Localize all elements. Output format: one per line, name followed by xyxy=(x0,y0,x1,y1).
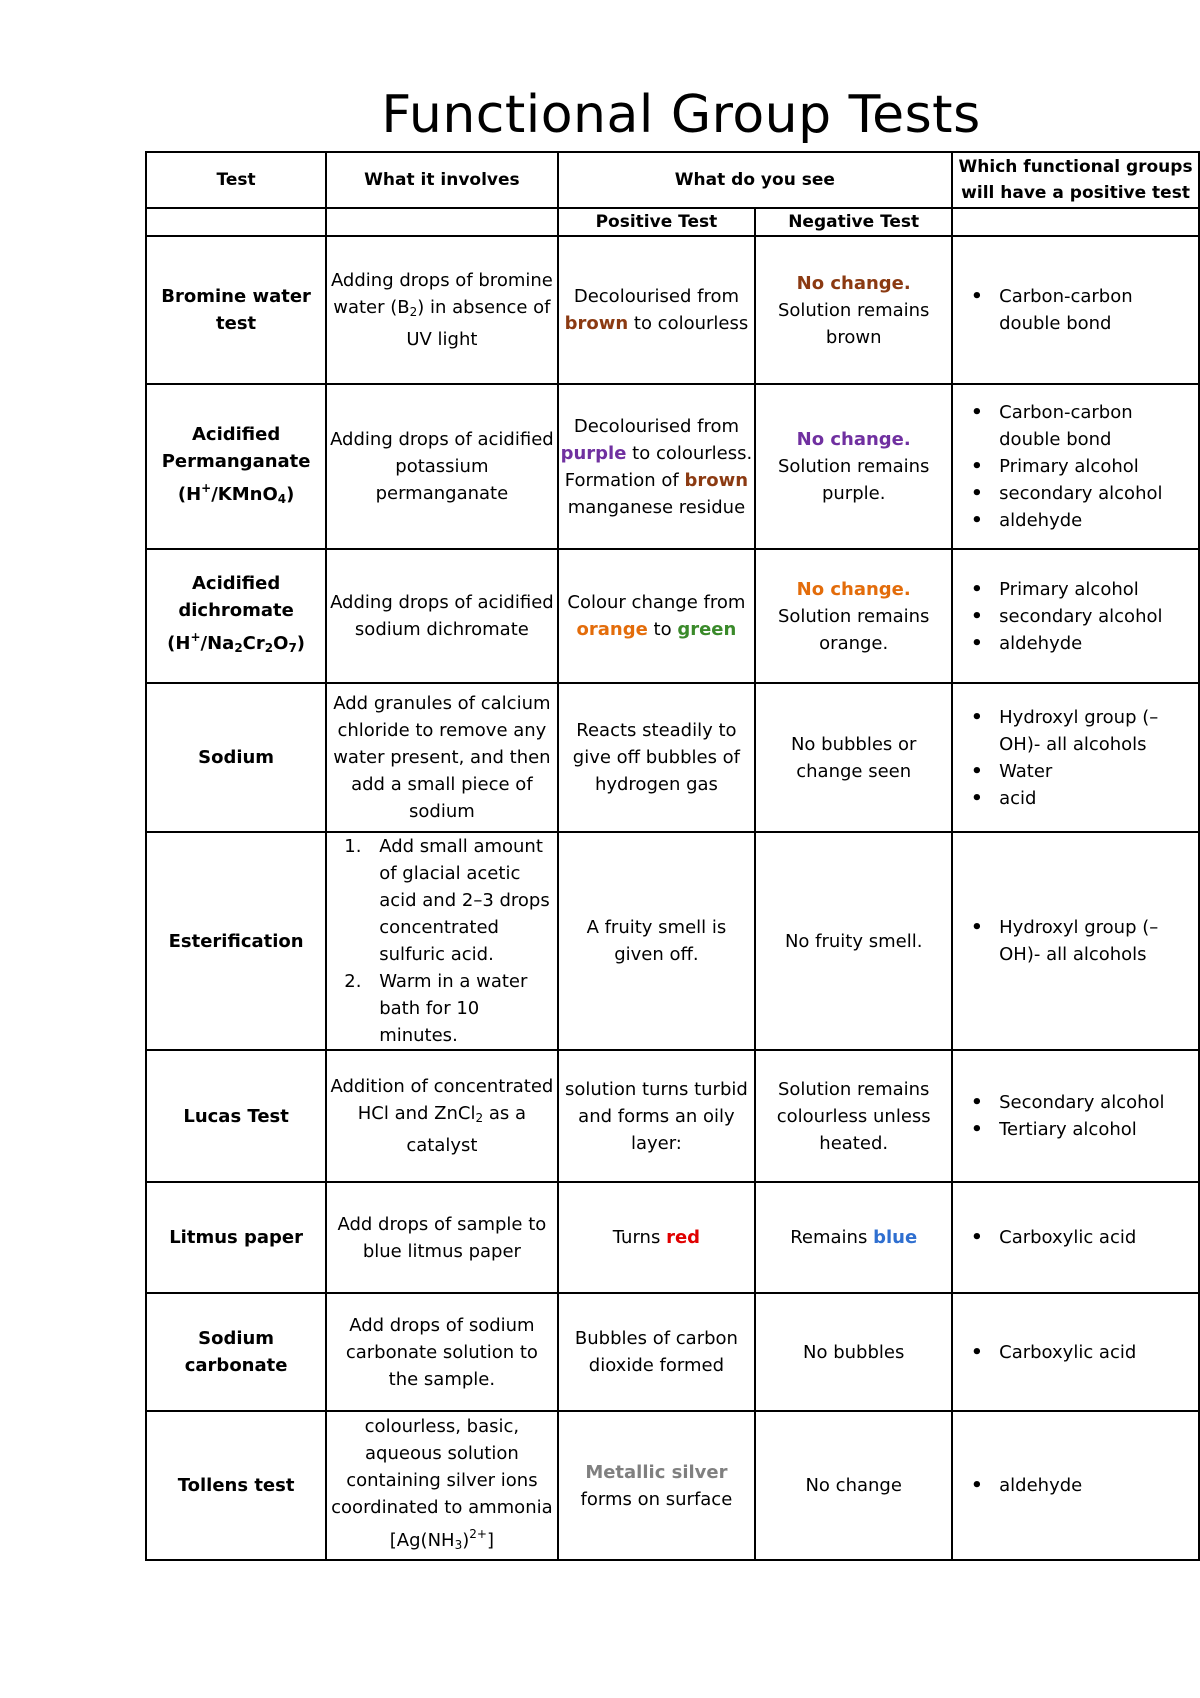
functional-group-item: • Hydroxyl group (–OH)- all alcohols xyxy=(953,704,1196,758)
test-involves: Add drops of sample to blue litmus paper xyxy=(326,1182,557,1293)
positive-result: Decolourised from purple to colourless. Formation of brown manganese residue xyxy=(558,384,756,549)
table-row xyxy=(146,832,1199,1050)
functional-group-item: • Tertiary alcohol xyxy=(953,1116,1196,1143)
positive-result: Colour change from orange to green xyxy=(558,549,756,683)
test-involves: Adding drops of acidified sodium dichromate xyxy=(326,549,557,683)
positive-result: Decolourised from brown to colourless xyxy=(558,236,756,384)
functional-group-item: • Hydroxyl group (–OH)- all alcohols xyxy=(953,914,1196,968)
header-positive: Positive Test xyxy=(558,208,756,236)
test-involves: Adding drops of acidified potassium permanganate xyxy=(326,384,557,549)
test-involves: Add granules of calcium chloride to remove any water present, and then add a small piece of sodium xyxy=(326,683,557,832)
negative-result: No change. Solution remains brown xyxy=(755,236,952,384)
functional-groups xyxy=(952,384,1199,549)
table-row xyxy=(146,1293,1199,1411)
negative-result: No change xyxy=(755,1411,952,1560)
test-name: Bromine water test xyxy=(146,236,326,384)
negative-result: No fruity smell. xyxy=(755,832,952,1050)
functional-group-item: • Carbon-carbon double bond xyxy=(953,283,1196,337)
functional-group-item: • aldehyde xyxy=(953,1472,1196,1499)
table-row xyxy=(146,549,1199,683)
functional-group-item: • Carbon-carbon double bond xyxy=(953,399,1196,453)
test-name: Acidified dichromate $(H^+/Na_2Cr_2O_7)$ xyxy=(146,549,326,683)
functional-group-item: • acid xyxy=(953,785,1196,812)
functional-group-item: • aldehyde xyxy=(953,630,1196,657)
test-name: Lucas Test xyxy=(146,1050,326,1182)
positive-result: Metallic silver forms on surface xyxy=(558,1411,756,1560)
functional-groups xyxy=(952,1050,1199,1182)
test-name: Esterification xyxy=(146,832,326,1050)
subheader-empty-2 xyxy=(326,208,557,236)
test-name: Sodium carbonate xyxy=(146,1293,326,1411)
negative-result: Solution remains colourless unless heated. xyxy=(755,1050,952,1182)
positive-result: Reacts steadily to give off bubbles of hydrogen gas xyxy=(558,683,756,832)
test-name: Tollens test xyxy=(146,1411,326,1560)
negative-result: No change. Solution remains purple. xyxy=(755,384,952,549)
functional-groups xyxy=(952,1293,1199,1411)
table-row xyxy=(146,683,1199,832)
step-item: 2. Warm in a water bath for 10 minutes. xyxy=(367,968,550,1049)
test-involves: colourless, basic, aqueous solution containing silver ions coordinated to ammonia $[Ag(NH_3)^{2+}]$ xyxy=(326,1411,557,1560)
functional-group-table xyxy=(145,151,1200,1561)
header-test: Test xyxy=(146,152,326,208)
functional-group-item: • Primary alcohol xyxy=(953,576,1196,603)
functional-group-item: • aldehyde xyxy=(953,507,1196,534)
functional-group-item: • Carboxylic acid xyxy=(953,1339,1196,1366)
test-involves: Adding drops of bromine water $(B_2)$ in absence of UV light xyxy=(326,236,557,384)
negative-result: No bubbles or change seen xyxy=(755,683,952,832)
step-item: 1. Add small amount of glacial acetic acid and 2–3 drops concentrated sulfuric acid. xyxy=(367,833,550,968)
positive-result: A fruity smell is given off. xyxy=(558,832,756,1050)
subheader-empty-1 xyxy=(146,208,326,236)
functional-groups xyxy=(952,1411,1199,1560)
page-title: Functional Group Tests xyxy=(381,85,981,145)
header-row xyxy=(146,152,1199,208)
header-what-you-see: What do you see xyxy=(558,152,953,208)
table-row xyxy=(146,236,1199,384)
functional-group-item: • secondary alcohol xyxy=(953,480,1196,507)
subheader-empty-3 xyxy=(952,208,1199,236)
functional-groups xyxy=(952,236,1199,384)
positive-result: Turns red xyxy=(558,1182,756,1293)
positive-result: solution turns turbid and forms an oily layer: xyxy=(558,1050,756,1182)
functional-group-item: • Carboxylic acid xyxy=(953,1224,1196,1251)
test-involves xyxy=(326,832,557,1050)
header-negative: Negative Test xyxy=(755,208,952,236)
negative-result: Remains blue xyxy=(755,1182,952,1293)
header-involves: What it involves xyxy=(326,152,557,208)
table-row xyxy=(146,1182,1199,1293)
table-row xyxy=(146,384,1199,549)
negative-result: No change. Solution remains orange. xyxy=(755,549,952,683)
functional-group-item: • secondary alcohol xyxy=(953,603,1196,630)
functional-group-item: • Primary alcohol xyxy=(953,453,1196,480)
functional-groups xyxy=(952,1182,1199,1293)
functional-group-item: • Water xyxy=(953,758,1196,785)
negative-result: No bubbles xyxy=(755,1293,952,1411)
test-involves: Addition of concentrated HCl and ZnCl$_2$ as a catalyst xyxy=(326,1050,557,1182)
table-row xyxy=(146,1050,1199,1182)
functional-groups xyxy=(952,683,1199,832)
steps-list xyxy=(329,833,554,1049)
header-functional-groups xyxy=(952,152,1199,208)
test-name: Litmus paper xyxy=(146,1182,326,1293)
functional-groups xyxy=(952,549,1199,683)
subheader-row xyxy=(146,208,1199,236)
header-groups-line1: Which functional groups xyxy=(958,157,1193,177)
functional-group-item: • Secondary alcohol xyxy=(953,1089,1196,1116)
test-involves: Add drops of sodium carbonate solution to the sample. xyxy=(326,1293,557,1411)
functional-groups xyxy=(952,832,1199,1050)
table-row xyxy=(146,1411,1199,1560)
header-groups-line2: will have a positive test xyxy=(961,183,1190,203)
test-name: Sodium xyxy=(146,683,326,832)
test-name: Acidified Permanganate (H+/KMnO$_4$) xyxy=(146,384,326,549)
positive-result: Bubbles of carbon dioxide formed xyxy=(558,1293,756,1411)
